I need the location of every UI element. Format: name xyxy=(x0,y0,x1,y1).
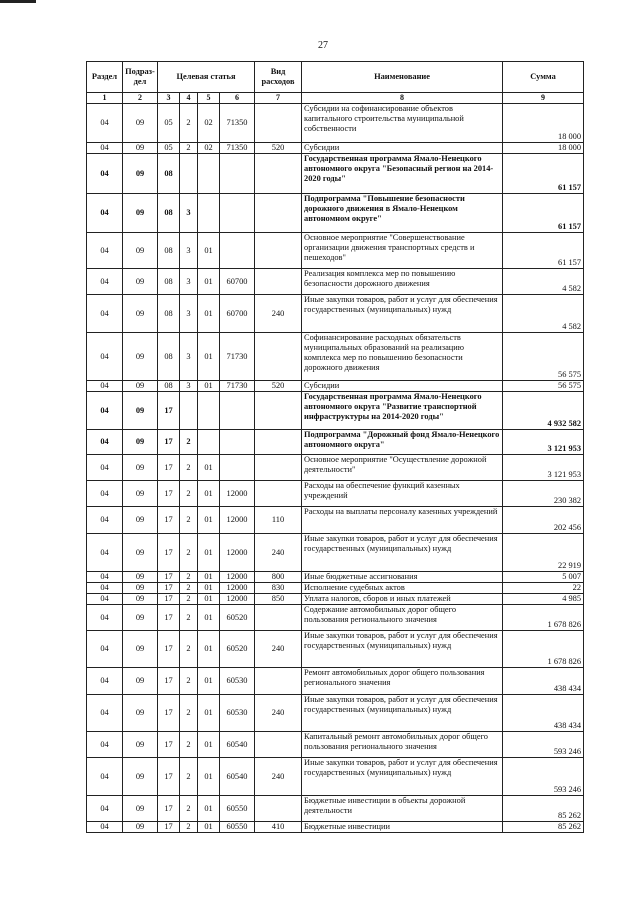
cell-celevaya-subprogram: 2 xyxy=(180,796,198,822)
cell-celevaya-subprogram: 2 xyxy=(180,695,198,732)
cell-celevaya-direction: 12000 xyxy=(220,594,255,605)
cell-naimenovanie: Ремонт автомобильных дорог общего пользования регионального значения xyxy=(302,668,503,695)
cell-vid-rashodov: 110 xyxy=(255,507,302,534)
cell-celevaya-event: 01 xyxy=(198,668,220,695)
cell-podrazdel: 09 xyxy=(123,269,158,295)
cell-celevaya-program: 05 xyxy=(158,104,180,143)
cell-razdel: 04 xyxy=(87,143,123,154)
table-row xyxy=(87,758,584,796)
cell-celevaya-direction: 71730 xyxy=(220,333,255,381)
cell-celevaya-event: 01 xyxy=(198,758,220,796)
cell-celevaya-subprogram xyxy=(180,154,198,194)
cell-celevaya-subprogram: 2 xyxy=(180,732,198,758)
cell-naimenovanie: Иные закупки товаров, работ и услуг для обеспечения государственных (муниципальных) нужд xyxy=(302,534,503,572)
table-body xyxy=(87,104,584,833)
cell-podrazdel: 09 xyxy=(123,796,158,822)
cell-naimenovanie: Софинансирование расходных обязательств муниципальных образований на реализацию комплекса мер по повышению безопасности дорожного движения xyxy=(302,333,503,381)
cell-summa: 61 157 xyxy=(503,154,584,194)
cell-podrazdel: 09 xyxy=(123,822,158,833)
table-row xyxy=(87,605,584,631)
cell-razdel: 04 xyxy=(87,392,123,430)
cell-vid-rashodov: 240 xyxy=(255,695,302,732)
cell-celevaya-program: 08 xyxy=(158,269,180,295)
cell-naimenovanie: Уплата налогов, сборов и иных платежей xyxy=(302,594,503,605)
cell-naimenovanie: Иные закупки товаров, работ и услуг для обеспечения государственных (муниципальных) нужд xyxy=(302,695,503,732)
cell-razdel: 04 xyxy=(87,796,123,822)
cell-celevaya-event: 01 xyxy=(198,583,220,594)
cell-summa: 85 262 xyxy=(503,822,584,833)
table-row xyxy=(87,481,584,507)
cell-naimenovanie: Расходы на выплаты персоналу казенных учреждений xyxy=(302,507,503,534)
cell-celevaya-subprogram xyxy=(180,392,198,430)
table-row xyxy=(87,295,584,333)
table-row xyxy=(87,631,584,668)
cell-celevaya-direction: 60530 xyxy=(220,668,255,695)
cell-podrazdel: 09 xyxy=(123,154,158,194)
cell-razdel: 04 xyxy=(87,233,123,269)
cell-summa: 4 985 xyxy=(503,594,584,605)
cell-vid-rashodov xyxy=(255,333,302,381)
cell-summa: 1 678 826 xyxy=(503,605,584,631)
cell-vid-rashodov xyxy=(255,269,302,295)
cell-celevaya-subprogram: 2 xyxy=(180,481,198,507)
cell-celevaya-event: 01 xyxy=(198,695,220,732)
cell-celevaya-event: 01 xyxy=(198,269,220,295)
cell-podrazdel: 09 xyxy=(123,668,158,695)
cell-summa: 1 678 826 xyxy=(503,631,584,668)
table-row xyxy=(87,583,584,594)
cell-celevaya-event: 01 xyxy=(198,605,220,631)
table-row xyxy=(87,455,584,481)
cell-celevaya-direction: 12000 xyxy=(220,583,255,594)
cell-celevaya-direction xyxy=(220,233,255,269)
cell-summa: 3 121 953 xyxy=(503,455,584,481)
cell-razdel: 04 xyxy=(87,583,123,594)
cell-celevaya-program: 17 xyxy=(158,605,180,631)
cell-celevaya-direction: 60700 xyxy=(220,295,255,333)
cell-razdel: 04 xyxy=(87,104,123,143)
cell-celevaya-program: 17 xyxy=(158,481,180,507)
cell-vid-rashodov xyxy=(255,154,302,194)
col-number: 1 xyxy=(87,93,123,104)
cell-summa: 18 000 xyxy=(503,104,584,143)
cell-razdel: 04 xyxy=(87,732,123,758)
cell-naimenovanie: Расходы на обеспечение функций казенных учреждений xyxy=(302,481,503,507)
cell-celevaya-direction: 60700 xyxy=(220,269,255,295)
page-number: 27 xyxy=(318,40,328,51)
cell-celevaya-program: 17 xyxy=(158,594,180,605)
cell-podrazdel: 09 xyxy=(123,455,158,481)
cell-razdel: 04 xyxy=(87,481,123,507)
header-row xyxy=(87,62,584,93)
cell-vid-rashodov xyxy=(255,194,302,233)
cell-podrazdel: 09 xyxy=(123,695,158,732)
cell-naimenovanie: Бюджетные инвестиции xyxy=(302,822,503,833)
cell-summa: 22 xyxy=(503,583,584,594)
cell-celevaya-event: 01 xyxy=(198,295,220,333)
cell-podrazdel: 09 xyxy=(123,381,158,392)
table-row xyxy=(87,572,584,583)
table-row xyxy=(87,594,584,605)
cell-razdel: 04 xyxy=(87,695,123,732)
cell-celevaya-subprogram: 3 xyxy=(180,194,198,233)
cell-naimenovanie: Иные закупки товаров, работ и услуг для обеспечения государственных (муниципальных) нужд xyxy=(302,758,503,796)
cell-naimenovanie: Иные закупки товаров, работ и услуг для обеспечения государственных (муниципальных) нужд xyxy=(302,631,503,668)
cell-celevaya-subprogram: 3 xyxy=(180,381,198,392)
cell-celevaya-program: 17 xyxy=(158,796,180,822)
cell-summa: 61 157 xyxy=(503,194,584,233)
cell-celevaya-event: 01 xyxy=(198,631,220,668)
cell-podrazdel: 09 xyxy=(123,430,158,455)
cell-razdel: 04 xyxy=(87,455,123,481)
cell-naimenovanie: Подпрограмма "Повышение безопасности дорожного движения в Ямало-Ненецком автономном округе" xyxy=(302,194,503,233)
cell-razdel: 04 xyxy=(87,631,123,668)
table-row xyxy=(87,154,584,194)
cell-summa: 593 246 xyxy=(503,758,584,796)
col-number: 4 xyxy=(180,93,198,104)
cell-razdel: 04 xyxy=(87,333,123,381)
cell-podrazdel: 09 xyxy=(123,507,158,534)
cell-naimenovanie: Субсидии на софинансирование объектов капитального строительства муниципальной собственности xyxy=(302,104,503,143)
cell-summa: 438 434 xyxy=(503,695,584,732)
cell-vid-rashodov xyxy=(255,104,302,143)
cell-vid-rashodov: 240 xyxy=(255,631,302,668)
cell-celevaya-direction: 60520 xyxy=(220,605,255,631)
cell-vid-rashodov xyxy=(255,392,302,430)
cell-summa: 56 575 xyxy=(503,381,584,392)
cell-vid-rashodov: 240 xyxy=(255,534,302,572)
cell-vid-rashodov: 830 xyxy=(255,583,302,594)
cell-celevaya-event: 01 xyxy=(198,481,220,507)
table-row xyxy=(87,194,584,233)
cell-vid-rashodov xyxy=(255,430,302,455)
cell-celevaya-subprogram: 2 xyxy=(180,758,198,796)
cell-podrazdel: 09 xyxy=(123,758,158,796)
table-row xyxy=(87,796,584,822)
cell-celevaya-subprogram: 2 xyxy=(180,104,198,143)
table-row xyxy=(87,695,584,732)
table-row xyxy=(87,732,584,758)
cell-razdel: 04 xyxy=(87,594,123,605)
cell-podrazdel: 09 xyxy=(123,572,158,583)
cell-razdel: 04 xyxy=(87,154,123,194)
table-row xyxy=(87,668,584,695)
cell-celevaya-program: 17 xyxy=(158,668,180,695)
cell-summa: 230 382 xyxy=(503,481,584,507)
header-vid-rashodov: Вид расходов xyxy=(255,62,302,93)
cell-podrazdel: 09 xyxy=(123,143,158,154)
cell-celevaya-event: 01 xyxy=(198,333,220,381)
col-number: 3 xyxy=(158,93,180,104)
cell-celevaya-subprogram: 2 xyxy=(180,668,198,695)
cell-razdel: 04 xyxy=(87,507,123,534)
table-row xyxy=(87,430,584,455)
cell-vid-rashodov xyxy=(255,796,302,822)
cell-celevaya-program: 17 xyxy=(158,822,180,833)
cell-celevaya-subprogram: 2 xyxy=(180,507,198,534)
cell-podrazdel: 09 xyxy=(123,295,158,333)
cell-summa: 85 262 xyxy=(503,796,584,822)
cell-celevaya-event xyxy=(198,430,220,455)
cell-celevaya-program: 17 xyxy=(158,758,180,796)
cell-celevaya-program: 17 xyxy=(158,631,180,668)
cell-naimenovanie: Государственная программа Ямало-Ненецкого автономного округа "Развитие транспортной инфраструктуры на 2014-2020 годы" xyxy=(302,392,503,430)
header-celevaya-statya: Целевая статья xyxy=(158,62,255,93)
cell-celevaya-program: 08 xyxy=(158,381,180,392)
cell-celevaya-direction xyxy=(220,194,255,233)
cell-naimenovanie: Реализация комплекса мер по повышению безопасности дорожного движения xyxy=(302,269,503,295)
cell-celevaya-event: 02 xyxy=(198,104,220,143)
cell-celevaya-event: 01 xyxy=(198,381,220,392)
cell-celevaya-event xyxy=(198,154,220,194)
cell-celevaya-subprogram: 3 xyxy=(180,333,198,381)
cell-naimenovanie: Иные бюджетные ассигнования xyxy=(302,572,503,583)
header-naimenovanie: Наименование xyxy=(302,62,503,93)
cell-podrazdel: 09 xyxy=(123,333,158,381)
cell-celevaya-event: 01 xyxy=(198,822,220,833)
cell-podrazdel: 09 xyxy=(123,481,158,507)
cell-celevaya-event xyxy=(198,392,220,430)
cell-podrazdel: 09 xyxy=(123,392,158,430)
cell-vid-rashodov: 520 xyxy=(255,143,302,154)
table-row xyxy=(87,392,584,430)
cell-razdel: 04 xyxy=(87,295,123,333)
cell-vid-rashodov: 800 xyxy=(255,572,302,583)
cell-celevaya-program: 08 xyxy=(158,233,180,269)
cell-celevaya-subprogram: 2 xyxy=(180,822,198,833)
cell-summa: 438 434 xyxy=(503,668,584,695)
cell-celevaya-event: 02 xyxy=(198,143,220,154)
cell-celevaya-subprogram: 2 xyxy=(180,534,198,572)
cell-celevaya-direction: 12000 xyxy=(220,534,255,572)
cell-celevaya-direction xyxy=(220,430,255,455)
column-number-row xyxy=(87,93,584,104)
cell-vid-rashodov xyxy=(255,668,302,695)
cell-celevaya-direction: 60540 xyxy=(220,732,255,758)
cell-celevaya-subprogram: 2 xyxy=(180,572,198,583)
cell-podrazdel: 09 xyxy=(123,594,158,605)
cell-celevaya-direction: 60520 xyxy=(220,631,255,668)
cell-celevaya-direction: 71350 xyxy=(220,104,255,143)
cell-summa: 593 246 xyxy=(503,732,584,758)
cell-naimenovanie: Исполнение судебных актов xyxy=(302,583,503,594)
cell-vid-rashodov: 850 xyxy=(255,594,302,605)
cell-celevaya-direction: 12000 xyxy=(220,481,255,507)
cell-celevaya-program: 08 xyxy=(158,154,180,194)
cell-naimenovanie: Подпрограмма "Дорожный фонд Ямало-Ненецкого автономного округа" xyxy=(302,430,503,455)
cell-celevaya-direction: 71730 xyxy=(220,381,255,392)
cell-summa: 5 007 xyxy=(503,572,584,583)
table-row xyxy=(87,143,584,154)
cell-celevaya-program: 05 xyxy=(158,143,180,154)
cell-celevaya-event: 01 xyxy=(198,455,220,481)
cell-celevaya-subprogram: 3 xyxy=(180,269,198,295)
cell-celevaya-direction xyxy=(220,154,255,194)
cell-naimenovanie: Основное мероприятие "Осуществление дорожной деятельности" xyxy=(302,455,503,481)
cell-celevaya-event: 01 xyxy=(198,796,220,822)
cell-podrazdel: 09 xyxy=(123,631,158,668)
cell-celevaya-subprogram: 2 xyxy=(180,430,198,455)
cell-celevaya-direction: 12000 xyxy=(220,572,255,583)
cell-celevaya-program: 08 xyxy=(158,295,180,333)
cell-razdel: 04 xyxy=(87,381,123,392)
cell-vid-rashodov xyxy=(255,605,302,631)
cell-summa: 3 121 953 xyxy=(503,430,584,455)
cell-naimenovanie: Государственная программа Ямало-Ненецкого автономного округа "Безопасный регион на 2014-2020 годы" xyxy=(302,154,503,194)
cell-podrazdel: 09 xyxy=(123,233,158,269)
cell-celevaya-program: 17 xyxy=(158,507,180,534)
cell-celevaya-program: 17 xyxy=(158,534,180,572)
cell-razdel: 04 xyxy=(87,534,123,572)
cell-celevaya-direction: 60550 xyxy=(220,796,255,822)
cell-podrazdel: 09 xyxy=(123,732,158,758)
cell-naimenovanie: Иные закупки товаров, работ и услуг для обеспечения государственных (муниципальных) нужд xyxy=(302,295,503,333)
cell-celevaya-program: 17 xyxy=(158,732,180,758)
cell-vid-rashodov xyxy=(255,481,302,507)
cell-celevaya-direction: 60530 xyxy=(220,695,255,732)
cell-summa: 4 582 xyxy=(503,295,584,333)
cell-vid-rashodov: 240 xyxy=(255,758,302,796)
cell-razdel: 04 xyxy=(87,758,123,796)
cell-celevaya-program: 17 xyxy=(158,695,180,732)
cell-podrazdel: 09 xyxy=(123,583,158,594)
cell-naimenovanie: Бюджетные инвестиции в объекты дорожной деятельности xyxy=(302,796,503,822)
col-number: 9 xyxy=(503,93,584,104)
cell-celevaya-subprogram: 3 xyxy=(180,295,198,333)
cell-celevaya-event xyxy=(198,194,220,233)
cell-podrazdel: 09 xyxy=(123,104,158,143)
cell-razdel: 04 xyxy=(87,822,123,833)
cell-razdel: 04 xyxy=(87,430,123,455)
cell-celevaya-subprogram: 2 xyxy=(180,631,198,668)
cell-celevaya-subprogram: 2 xyxy=(180,143,198,154)
cell-vid-rashodov: 240 xyxy=(255,295,302,333)
cell-naimenovanie: Капитальный ремонт автомобильных дорог общего пользования регионального значения xyxy=(302,732,503,758)
table-row xyxy=(87,333,584,381)
col-number: 2 xyxy=(123,93,158,104)
cell-vid-rashodov xyxy=(255,455,302,481)
cell-celevaya-subprogram: 2 xyxy=(180,594,198,605)
header-podrazdel: Подраз-дел xyxy=(123,62,158,93)
cell-vid-rashodov xyxy=(255,732,302,758)
cell-summa: 56 575 xyxy=(503,333,584,381)
cell-celevaya-program: 17 xyxy=(158,455,180,481)
cell-celevaya-program: 08 xyxy=(158,194,180,233)
cell-summa: 4 582 xyxy=(503,269,584,295)
top-edge-mark xyxy=(0,0,36,3)
col-number: 5 xyxy=(198,93,220,104)
cell-celevaya-program: 17 xyxy=(158,583,180,594)
cell-celevaya-direction: 12000 xyxy=(220,507,255,534)
table-row xyxy=(87,104,584,143)
cell-celevaya-program: 17 xyxy=(158,430,180,455)
cell-celevaya-program: 17 xyxy=(158,392,180,430)
cell-celevaya-direction xyxy=(220,455,255,481)
cell-celevaya-event: 01 xyxy=(198,572,220,583)
cell-summa: 18 000 xyxy=(503,143,584,154)
cell-summa: 202 456 xyxy=(503,507,584,534)
cell-celevaya-subprogram: 2 xyxy=(180,455,198,481)
cell-celevaya-event: 01 xyxy=(198,233,220,269)
cell-razdel: 04 xyxy=(87,269,123,295)
cell-naimenovanie: Субсидии xyxy=(302,143,503,154)
cell-celevaya-program: 08 xyxy=(158,333,180,381)
cell-summa: 22 919 xyxy=(503,534,584,572)
col-number: 6 xyxy=(220,93,255,104)
cell-celevaya-direction: 60540 xyxy=(220,758,255,796)
cell-razdel: 04 xyxy=(87,605,123,631)
cell-podrazdel: 09 xyxy=(123,534,158,572)
cell-razdel: 04 xyxy=(87,194,123,233)
cell-celevaya-program: 17 xyxy=(158,572,180,583)
cell-razdel: 04 xyxy=(87,668,123,695)
table-row xyxy=(87,507,584,534)
table-row xyxy=(87,822,584,833)
table-row xyxy=(87,269,584,295)
cell-naimenovanie: Субсидии xyxy=(302,381,503,392)
table-row xyxy=(87,381,584,392)
cell-celevaya-direction xyxy=(220,392,255,430)
col-number: 7 xyxy=(255,93,302,104)
table-row xyxy=(87,534,584,572)
cell-celevaya-subprogram: 3 xyxy=(180,233,198,269)
header-summa: Сумма xyxy=(503,62,584,93)
cell-summa: 61 157 xyxy=(503,233,584,269)
cell-celevaya-subprogram: 2 xyxy=(180,605,198,631)
cell-summa: 4 932 582 xyxy=(503,392,584,430)
cell-celevaya-subprogram: 2 xyxy=(180,583,198,594)
cell-naimenovanie: Содержание автомобильных дорог общего пользования регионального значения xyxy=(302,605,503,631)
cell-celevaya-event: 01 xyxy=(198,507,220,534)
cell-naimenovanie: Основное мероприятие "Совершенствование организации движения транспортных средств и пешеходов" xyxy=(302,233,503,269)
col-number: 8 xyxy=(302,93,503,104)
cell-vid-rashodov: 520 xyxy=(255,381,302,392)
cell-vid-rashodov: 410 xyxy=(255,822,302,833)
table-row xyxy=(87,233,584,269)
budget-table xyxy=(86,61,584,833)
cell-celevaya-direction: 60550 xyxy=(220,822,255,833)
cell-celevaya-direction: 71350 xyxy=(220,143,255,154)
header-razdel: Раздел xyxy=(87,62,123,93)
cell-podrazdel: 09 xyxy=(123,194,158,233)
cell-celevaya-event: 01 xyxy=(198,534,220,572)
cell-celevaya-event: 01 xyxy=(198,732,220,758)
cell-razdel: 04 xyxy=(87,572,123,583)
cell-celevaya-event: 01 xyxy=(198,594,220,605)
cell-podrazdel: 09 xyxy=(123,605,158,631)
cell-vid-rashodov xyxy=(255,233,302,269)
